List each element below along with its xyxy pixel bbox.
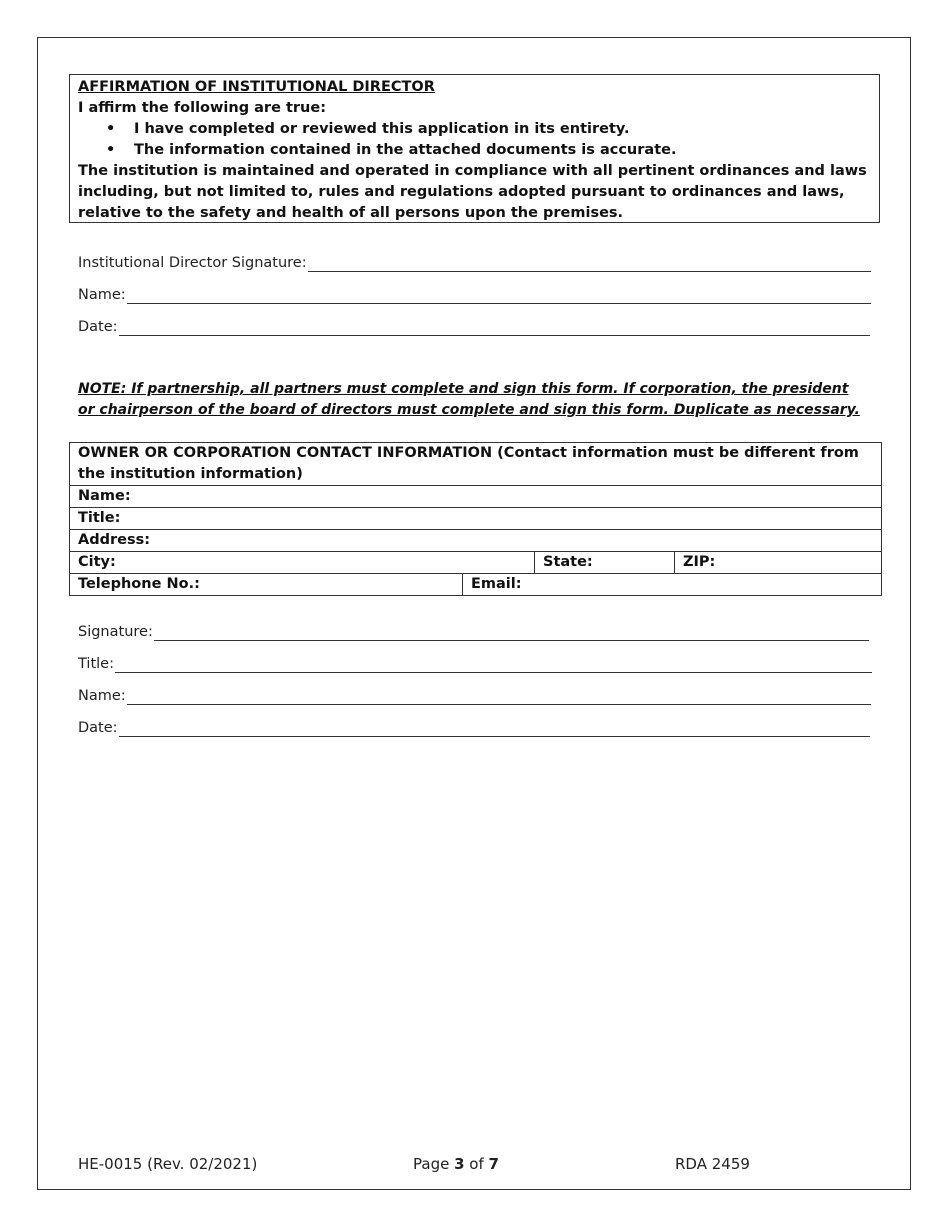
page-total: 7 [488, 1155, 499, 1173]
owner-date-field[interactable] [78, 719, 870, 737]
owner-title-field[interactable] [78, 655, 872, 673]
contact-address-cell[interactable]: Address: [70, 530, 882, 552]
owner-title-line[interactable] [115, 657, 872, 673]
contact-title-cell[interactable]: Title: [70, 508, 882, 530]
director-date-label: Date: [78, 319, 118, 335]
director-signature-label: Institutional Director Signature: [78, 255, 307, 271]
director-date-field[interactable] [78, 318, 870, 336]
contact-name-cell[interactable]: Name: [70, 486, 882, 508]
director-name-field[interactable] [78, 286, 871, 304]
owner-date-label: Date: [78, 720, 118, 736]
contact-telephone-cell[interactable]: Telephone No.: [70, 574, 463, 596]
affirmation-bullet: • I have completed or reviewed this application in its entirety. [78, 119, 871, 140]
director-date-line[interactable] [119, 320, 870, 336]
rda-number: RDA 2459 [675, 1155, 750, 1173]
page-current: 3 [454, 1155, 465, 1173]
owner-name-line[interactable] [127, 689, 871, 705]
contact-state-cell[interactable]: State: [535, 552, 675, 574]
form-id: HE-0015 (Rev. 02/2021) [78, 1155, 258, 1173]
affirmation-list [78, 119, 871, 161]
affirmation-box [69, 74, 880, 223]
contact-table-header: OWNER OR CORPORATION CONTACT INFORMATION (Contact information must be different from the institution information) [70, 443, 882, 486]
director-name-line[interactable] [127, 288, 871, 304]
affirmation-title: AFFIRMATION OF INSTITUTIONAL DIRECTOR [78, 79, 435, 95]
affirmation-intro: I affirm the following are true: [78, 100, 326, 116]
page-of: of [464, 1155, 489, 1173]
director-signature-field[interactable] [78, 254, 871, 272]
affirmation-statement: The institution is maintained and operated in compliance with all pertinent ordinances and laws including, but not limited to, rules and regulations adopted pursuant to ordinances and laws, relative to the safety and health of all persons upon the premises. [78, 163, 867, 221]
owner-signature-label: Signature: [78, 624, 153, 640]
owner-signature-line[interactable] [154, 625, 869, 641]
owner-title-label: Title: [78, 656, 114, 672]
page-number [413, 1155, 499, 1173]
contact-email-cell[interactable]: Email: [463, 574, 882, 596]
contact-zip-cell[interactable]: ZIP: [675, 552, 882, 574]
contact-city-cell[interactable]: City: [70, 552, 535, 574]
director-name-label: Name: [78, 287, 126, 303]
owner-name-label: Name: [78, 688, 126, 704]
affirmation-bullet: • The information contained in the attached documents is accurate. [78, 140, 871, 161]
owner-name-field[interactable] [78, 687, 871, 705]
director-signature-line[interactable] [308, 256, 871, 272]
owner-date-line[interactable] [119, 721, 870, 737]
page-prefix: Page [413, 1155, 455, 1173]
partnership-note: NOTE: If partnership, all partners must complete and sign this form. If corporation, the president or chairperson of the board of directors must complete and sign this form. Duplicate as necessary. [78, 381, 860, 418]
owner-signature-field[interactable] [78, 623, 869, 641]
owner-contact-table [69, 442, 882, 596]
